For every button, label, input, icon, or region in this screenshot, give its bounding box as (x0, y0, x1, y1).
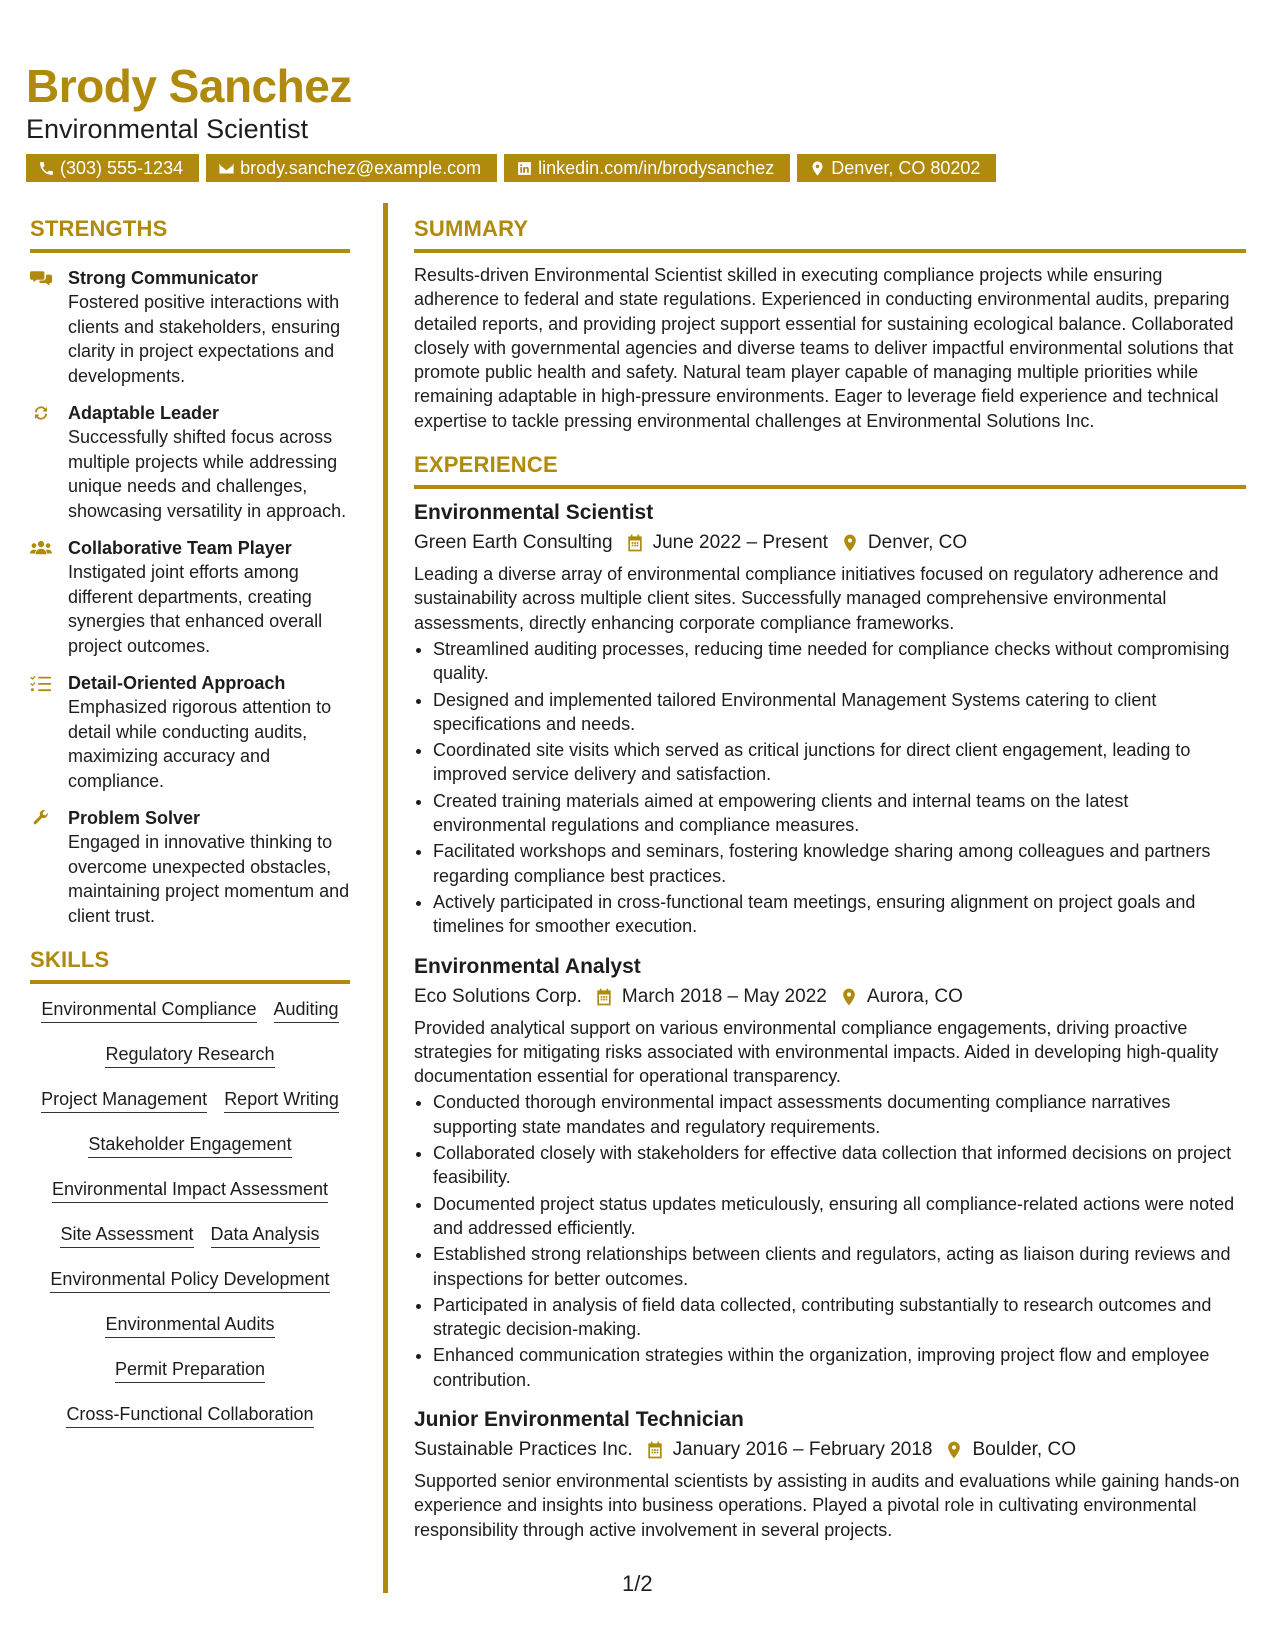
strength-title: Adaptable Leader (68, 403, 220, 423)
strength-title: Collaborative Team Player (68, 538, 292, 558)
job-description: Supported senior environmental scientists by assisting in audits and evaluations while gaining hands-on experience and insights into business operations. Played a pivotal role in cultivating environmental responsibility through active involvement in several projects. (414, 1470, 1240, 1540)
job-entry (414, 499, 1246, 938)
job-bullet: • Actively participated in cross-functional team meetings, ensuring alignment on project goals and timelines for smoother execution. (433, 890, 1246, 939)
job-entry (414, 1406, 1246, 1542)
strength-item (30, 671, 350, 793)
job-meta (414, 528, 1246, 558)
summary-rule (414, 249, 1246, 253)
skills-list (30, 998, 350, 1428)
right-column (414, 215, 1246, 1542)
strength-title: Strong Communicator (68, 268, 259, 288)
skill-tag: Cross-Functional Collaboration (66, 1403, 313, 1428)
location-pin-icon (839, 987, 859, 1007)
skill-tag: Regulatory Research (105, 1043, 274, 1068)
contact-phone[interactable] (26, 154, 199, 182)
checklist-icon (30, 674, 52, 692)
left-column (30, 215, 350, 1428)
job-title: Environmental Scientist (414, 501, 654, 525)
strengths-section (30, 215, 350, 928)
job-title: Junior Environmental Technician (414, 1407, 744, 1431)
skills-section (30, 946, 350, 1428)
contact-linkedin[interactable] (504, 154, 790, 182)
job-dates: June 2022 – Present (652, 532, 828, 554)
job-bullet: • Facilitated workshops and seminars, fostering knowledge sharing among colleagues and partners regarding compliance best practices. (433, 839, 1246, 888)
skill-tag: Environmental Audits (105, 1313, 274, 1338)
contact-location-text: Denver, CO 80202 (831, 157, 981, 178)
wrench-icon (30, 809, 52, 827)
job-entry (414, 953, 1246, 1392)
job-bullets (414, 1090, 1246, 1392)
calendar-icon (594, 987, 614, 1007)
skill-tag: Environmental Policy Development (50, 1268, 329, 1293)
strength-title: Detail-Oriented Approach (68, 673, 286, 693)
job-description: Leading a diverse array of environmental compliance initiatives focused on regulatory adherence and sustainability across multiple client sites. Successfully managed comprehensive environmental assessments, directly enhancing corporate compliance frameworks. (414, 564, 1219, 633)
job-title: Environmental Analyst (414, 954, 641, 978)
job-bullet: • Designed and implemented tailored Environmental Management Systems catering to client specifications and needs. (433, 688, 1246, 737)
skill-tag: Permit Preparation (115, 1358, 265, 1383)
skill-tag: Environmental Compliance (41, 998, 256, 1023)
candidate-title: Environmental Scientist (26, 114, 309, 144)
location-pin-icon (944, 1440, 964, 1460)
job-bullets (414, 637, 1246, 939)
job-bullet: • Established strong relationships between clients and regulators, acting as liaison during reviews and inspections for better outcomes. (433, 1242, 1246, 1291)
job-location: Aurora, CO (866, 985, 963, 1007)
contact-linkedin-text: linkedin.com/in/brodysanchez (538, 157, 775, 178)
location-pin-icon (840, 533, 860, 553)
location-pin-icon (809, 160, 826, 177)
resume-header (26, 58, 1245, 182)
experience-section (414, 451, 1246, 1542)
strength-desc: Engaged in innovative thinking to overcome unexpected obstacles, maintaining project momentum and client trust. (68, 832, 350, 926)
strengths-heading: STRENGTHS (30, 216, 168, 241)
summary-section (414, 215, 1246, 433)
column-divider (383, 203, 388, 1593)
contact-email[interactable] (206, 154, 497, 182)
job-bullet: • Participated in analysis of field data collected, contributing substantially to research outcomes and strategic decision-making. (433, 1293, 1246, 1342)
skills-rule (30, 980, 350, 984)
linkedin-icon (516, 160, 533, 177)
job-bullet: • Enhanced communication strategies within the organization, improving project flow and employee contribution. (433, 1343, 1246, 1392)
contact-email-text: brody.sanchez@example.com (240, 157, 482, 178)
strength-item (30, 401, 350, 523)
candidate-name: Brody Sanchez (26, 60, 352, 112)
calendar-icon (625, 533, 645, 553)
envelope-icon (218, 160, 235, 177)
job-bullet: • Created training materials aimed at empowering clients and internal teams on the latest environmental regulations and compliance measures. (433, 789, 1246, 838)
job-company: Sustainable Practices Inc. (414, 1438, 633, 1460)
job-bullet: • Coordinated site visits which served as critical junctions for direct client engagement, leading to improved service delivery and satisfaction. (433, 738, 1246, 787)
job-bullet: • Collaborated closely with stakeholders for effective data collection that informed decisions on project feasibility. (433, 1141, 1246, 1190)
job-description: Provided analytical support on various environmental compliance engagements, driving proactive strategies for mitigating risks associated with environmental impacts. Aided in developing high-quality documentation essential for operational transparency. (414, 1017, 1219, 1087)
strength-item (30, 806, 350, 928)
job-dates: January 2016 – February 2018 (672, 1438, 933, 1460)
phone-icon (38, 160, 55, 177)
skill-tag: Project Management (41, 1088, 207, 1113)
strength-title: Problem Solver (68, 808, 201, 828)
strength-item (30, 266, 350, 388)
job-company: Green Earth Consulting (414, 532, 613, 554)
skill-tag: Environmental Impact Assessment (52, 1178, 328, 1203)
job-bullet: • Conducted thorough environmental impact assessments documenting compliance narratives supporting state mandates and regulatory requirements. (433, 1090, 1246, 1139)
users-icon (30, 539, 52, 557)
summary-heading: SUMMARY (414, 216, 529, 241)
refresh-icon (30, 404, 52, 422)
skill-tag: Site Assessment (60, 1223, 193, 1248)
job-dates: March 2018 – May 2022 (621, 985, 827, 1007)
contact-phone-text: (303) 555-1234 (60, 157, 184, 178)
contact-location (797, 154, 996, 182)
skill-tag: Report Writing (224, 1088, 339, 1113)
job-bullet: • Documented project status updates meticulously, ensuring all compliance-related actions were noted and addressed efficiently. (433, 1192, 1246, 1241)
experience-rule (414, 485, 1246, 489)
strength-item (30, 536, 350, 658)
skill-tag: Data Analysis (211, 1223, 320, 1248)
skill-tag: Auditing (274, 998, 339, 1023)
chat-bubbles-icon (30, 269, 52, 287)
contact-bar (26, 154, 1245, 182)
job-location: Boulder, CO (972, 1438, 1076, 1460)
skills-heading: SKILLS (30, 947, 110, 972)
job-bullet: • Streamlined auditing processes, reducing time needed for compliance checks without compromising quality. (433, 637, 1246, 686)
job-meta (414, 1435, 1246, 1465)
strengths-rule (30, 249, 350, 253)
strength-desc: Successfully shifted focus across multiple projects while addressing unique needs and challenges, showcasing versatility in approach. (68, 427, 347, 521)
calendar-icon (645, 1440, 665, 1460)
page-indicator: 1/2 (622, 1571, 653, 1596)
experience-heading: EXPERIENCE (414, 452, 558, 478)
skill-tag: Stakeholder Engagement (88, 1133, 291, 1158)
strength-desc: Instigated joint efforts among different departments, creating synergies that enhanced overall project outcomes. (68, 562, 323, 656)
summary-text: Results-driven Environmental Scientist skilled in executing compliance projects while ensuring adherence to federal and state regulations. Experienced in conducting environmental audits, preparing detailed reports, and providing project support essential for sustaining ecological balance. Collaborated closely with governmental agencies and diverse teams to deliver impactful environmental solutions that promote public health and safety. Natural team player capable of managing multiple priorities while remaining adaptable in high-pressure environments. Eager to leverage field experience and technical expertise to tackle pressing environmental challenges at Environmental Solutions Inc. (414, 265, 1234, 431)
strength-desc: Emphasized rigorous attention to detail while conducting audits, maximizing accuracy and compliance. (68, 697, 332, 791)
job-location: Denver, CO (867, 532, 968, 554)
job-company: Eco Solutions Corp. (414, 985, 582, 1007)
job-meta (414, 982, 1246, 1012)
strength-desc: Fostered positive interactions with clients and stakeholders, ensuring clarity in project expectations and developments. (68, 292, 341, 386)
